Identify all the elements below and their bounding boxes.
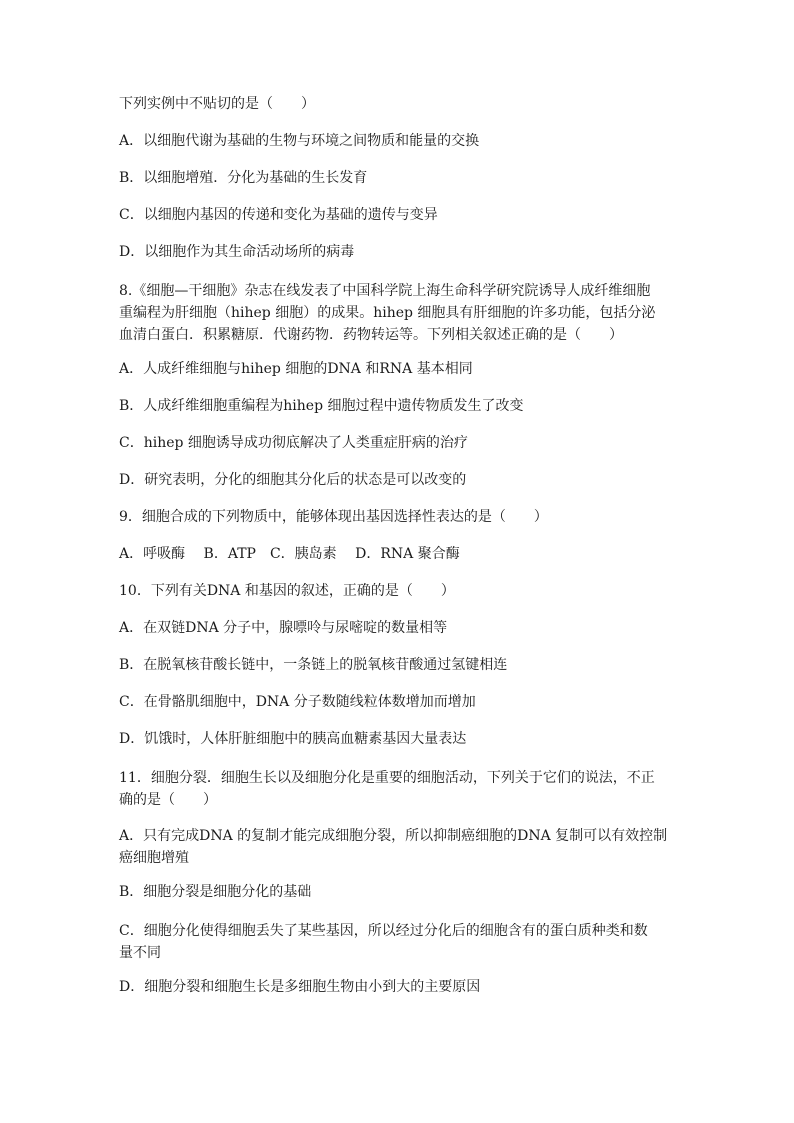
q8-stem-line: 重编程为肝细胞（hihep 细胞）的成果。hihep 细胞具有肝细胞的许多功能，包括分泌 (119, 305, 656, 321)
q8-stem (119, 280, 677, 346)
q11-option-b: B．细胞分裂是细胞分化的基础 (119, 884, 312, 900)
q9-options: A．呼吸酶 B．ATP C．胰岛素 D．RNA 聚合酶 (119, 546, 460, 562)
q10-option-b: B．在脱氧核苷酸长链中，一条链上的脱氧核苷酸通过氢键相连 (119, 657, 508, 673)
q11-stem-line: 11．细胞分裂．细胞生长以及细胞分化是重要的细胞活动，下列关于它们的说法，不正 (119, 770, 655, 786)
q8-option-a: A．人成纤维细胞与hihep 细胞的DNA 和RNA 基本相同 (119, 361, 473, 377)
q11-stem-line: 确的是（ ） (119, 792, 217, 808)
q10-option-c: C．在骨骼肌细胞中，DNA 分子数随线粒体数增加而增加 (119, 694, 476, 710)
q11-option-a-line: 癌细胞增殖 (119, 850, 189, 866)
q8-option-d: D．研究表明，分化的细胞其分化后的状态是可以改变的 (119, 472, 467, 488)
q9-stem: 9．细胞合成的下列物质中，能够体现出基因选择性表达的是（ ） (119, 509, 548, 525)
q8-option-c: C．hihep 细胞诱导成功彻底解决了人类重症肝病的治疗 (119, 435, 468, 451)
q11-option-d: D．细胞分裂和细胞生长是多细胞生物由小到大的主要原因 (119, 979, 481, 995)
q11-option-a (119, 825, 677, 869)
q11-stem (119, 767, 677, 811)
q8-stem-line: 8.《细胞—干细胞》杂志在线发表了中国科学院上海生命科学研究院诱导人成纤维细胞 (119, 283, 651, 299)
q7-option-b: B．以细胞增殖．分化为基础的生长发育 (119, 170, 368, 186)
q8-option-b: B．人成纤维细胞重编程为hihep 细胞过程中遗传物质发生了改变 (119, 398, 524, 414)
q10-option-a: A．在双链DNA 分子中，腺嘌呤与尿嘧啶的数量相等 (119, 620, 448, 636)
q8-stem-line: 血清白蛋白．积累糖原．代谢药物．药物转运等。下列相关叙述正确的是（ ） (119, 327, 623, 343)
q11-option-c-line: C．细胞分化使得细胞丢失了某些基因，所以经过分化后的细胞含有的蛋白质种类和数 (119, 923, 648, 939)
q10-option-d: D．饥饿时，人体肝脏细胞中的胰高血糖素基因大量表达 (119, 731, 467, 747)
q7-option-c: C．以细胞内基因的传递和变化为基础的遗传与变异 (119, 207, 438, 223)
q7-option-d: D．以细胞作为其生命活动场所的病毒 (119, 244, 355, 260)
q7-option-a: A．以细胞代谢为基础的生物与环境之间物质和能量的交换 (119, 133, 480, 149)
q11-option-c-line: 量不同 (119, 945, 161, 961)
document-page (119, 95, 677, 1015)
q7-stem: 下列实例中不贴切的是（ ） (119, 96, 315, 112)
q10-stem: 10．下列有关DNA 和基因的叙述，正确的是（ ） (119, 583, 455, 599)
q11-option-c (119, 920, 677, 964)
q11-option-a-line: A．只有完成DNA 的复制才能完成细胞分裂，所以抑制癌细胞的DNA 复制可以有效控制 (119, 828, 668, 844)
